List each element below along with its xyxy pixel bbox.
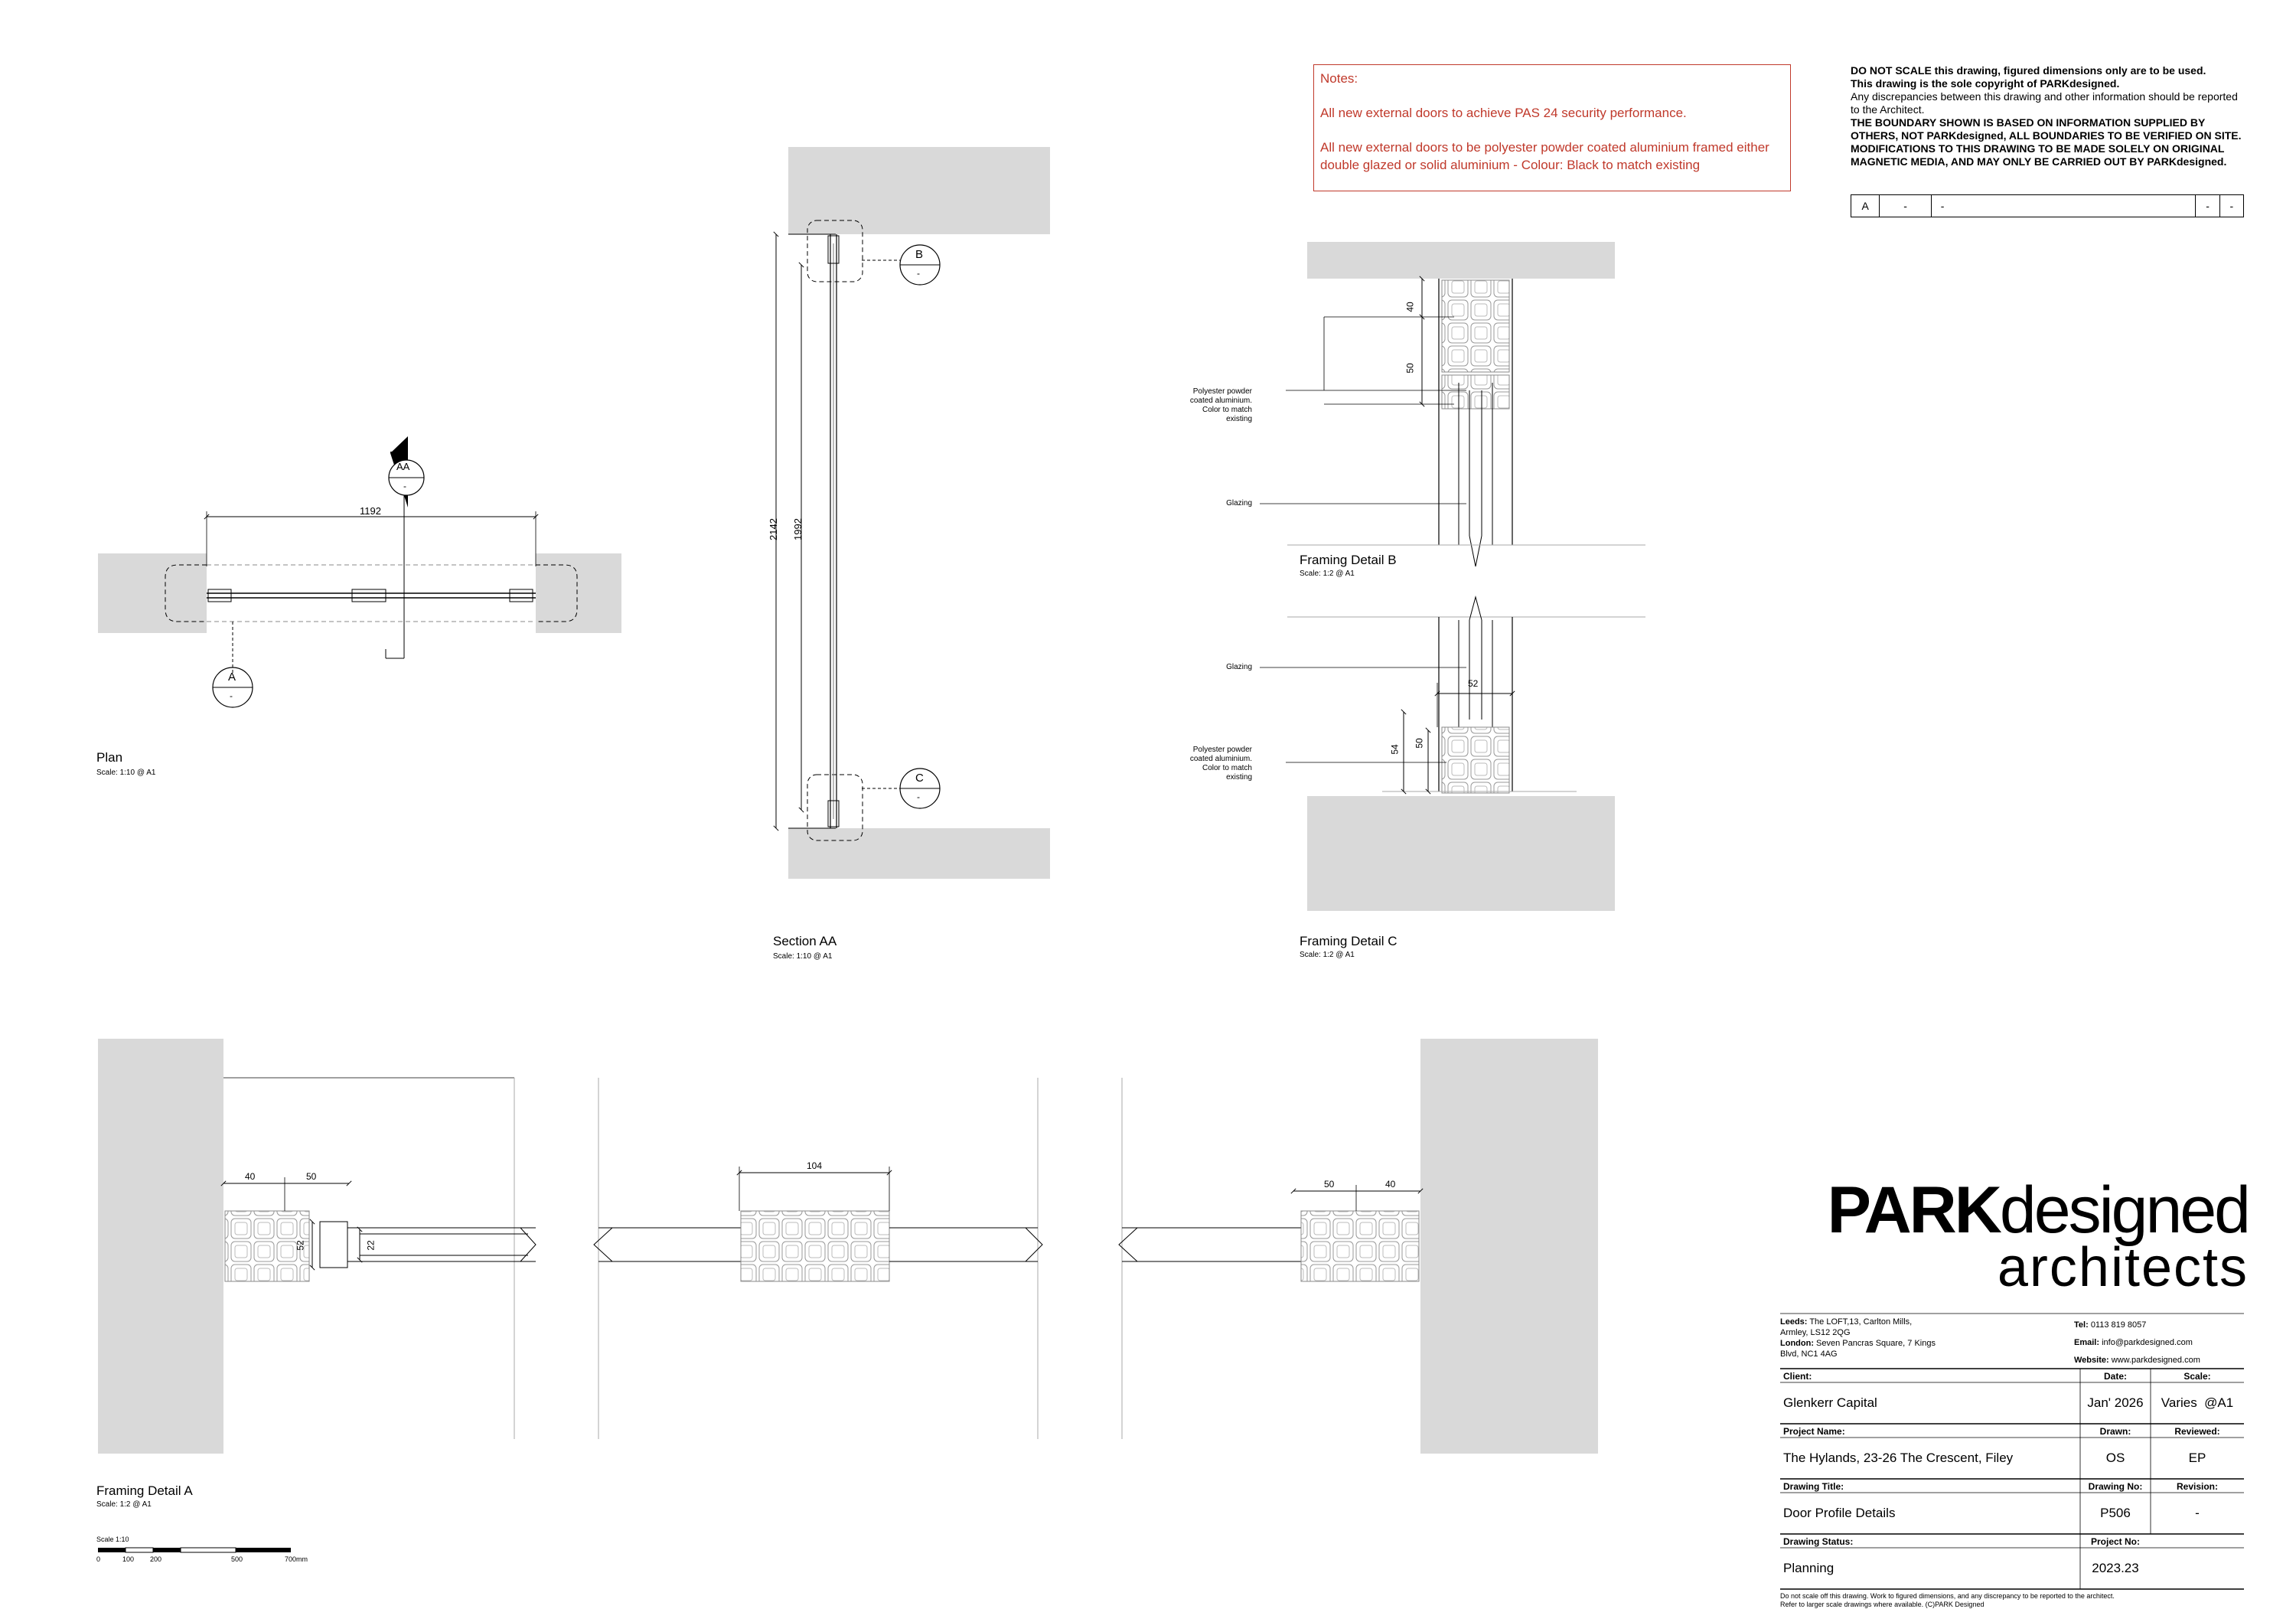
- plan-view: [98, 436, 621, 707]
- detail-c-floor: [1307, 796, 1615, 911]
- tb-status: Planning: [1783, 1561, 1835, 1575]
- detail-a-wall-right: [1420, 1039, 1598, 1454]
- tb-client-label: Client:: [1783, 1371, 1812, 1382]
- callout-b-top: B: [915, 248, 924, 261]
- detail-c-view: [1260, 597, 1645, 911]
- plan-scale: Scale: 1:10 @ A1: [96, 769, 156, 777]
- office-addresses: [1780, 1317, 1941, 1359]
- detail-b-note-line-3: Color to match: [1202, 406, 1252, 414]
- disclaimer-line-3: Any discrepancies between this drawing and other information should be reported to the Architect.: [1851, 90, 2238, 116]
- section-aa-view: [776, 147, 1050, 879]
- tb-status-label: Drawing Status:: [1783, 1536, 1854, 1547]
- section-dim-overall: 2142: [767, 518, 779, 540]
- scale-tick-700: 700mm: [285, 1555, 308, 1563]
- rev-cell-1: A: [1851, 195, 1880, 217]
- tb-date-label: Date:: [2103, 1371, 2127, 1382]
- detail-a-wall-left: [98, 1039, 223, 1454]
- plan-dim-width: 1192: [360, 505, 381, 517]
- section-head-wall: [788, 147, 1050, 234]
- brand-logo: [1774, 1173, 2249, 1298]
- tb-reviewed-label: Reviewed:: [2174, 1426, 2220, 1437]
- detail-b-note-line-4: existing: [1226, 415, 1252, 423]
- tb-scale: Varies @A1: [2161, 1395, 2234, 1410]
- detail-c-dim-54: 54: [1389, 744, 1401, 755]
- tb-drawing-no-label: Drawing No:: [2088, 1481, 2143, 1492]
- scale-tick-0: 0: [96, 1555, 101, 1563]
- brand-sub: architects: [1997, 1237, 2249, 1298]
- plan-title: Plan: [96, 750, 123, 765]
- detail-b-view: [1260, 242, 1645, 566]
- tb-title-label: Drawing Title:: [1783, 1481, 1844, 1492]
- callout-b-bottom: -: [917, 268, 920, 279]
- disclaimer-line-1: DO NOT SCALE this drawing, figured dimensions only are to be used.: [1851, 64, 2206, 77]
- detail-c-dim-50: 50: [1414, 738, 1425, 749]
- detail-a-dim-40: 40: [245, 1171, 256, 1182]
- tb-footer-line-1: Do not scale off this drawing. Work to figured dimensions, and any discrepancy to be reported to the architect.: [1780, 1592, 2115, 1600]
- tb-drawn-label: Drawn:: [2099, 1426, 2131, 1437]
- detail-c-note-line-4: existing: [1226, 773, 1252, 782]
- brand-name-light: designed: [1999, 1173, 2249, 1247]
- office-web-label: Website:: [2074, 1356, 2109, 1365]
- tb-drawn: OS: [2105, 1451, 2125, 1465]
- office-tel-label: Tel:: [2074, 1320, 2089, 1330]
- brand-name-bold: PARK: [1827, 1173, 2000, 1247]
- detail-b-note-line-1: Polyester powder: [1192, 387, 1252, 396]
- notes-line-2: All new external doors to be polyester powder coated aluminium framed either double glazed or solid aluminium - Colour: Black to match existing: [1320, 140, 1769, 172]
- detail-b-note-line-2: coated aluminium.: [1189, 397, 1252, 405]
- detail-b-head: [1307, 242, 1615, 279]
- tb-revision-label: Revision:: [2176, 1481, 2218, 1492]
- detail-b-dim-50: 50: [1404, 363, 1416, 374]
- tb-footer-line-2: Refer to larger scale drawings where available. (C)PARK Designed: [1780, 1601, 1985, 1608]
- rev-cell-3: -: [1931, 195, 2196, 217]
- callout-c-top: C: [915, 772, 924, 785]
- section-aa-title: Section AA: [773, 934, 837, 948]
- detail-a-dim-52: 52: [295, 1240, 306, 1251]
- detail-c-note-line-2: coated aluminium.: [1189, 755, 1252, 763]
- scale-tick-500: 500: [231, 1555, 243, 1563]
- detail-b-note-glazing: Glazing: [1226, 499, 1252, 507]
- detail-b-scale: Scale: 1:2 @ A1: [1300, 569, 1355, 578]
- tb-project-no: 2023.23: [2092, 1561, 2139, 1575]
- notes-line-1: All new external doors to achieve PAS 24 security performance.: [1320, 106, 1687, 120]
- plan-wall-right: [536, 553, 621, 633]
- tb-title: Door Profile Details: [1783, 1506, 1896, 1520]
- section-dim-leaf: 1992: [791, 518, 804, 540]
- office-web[interactable]: www.parkdesigned.com: [2111, 1356, 2200, 1365]
- detail-b-dim-40: 40: [1404, 302, 1416, 312]
- detail-b-title: Framing Detail B: [1300, 553, 1397, 567]
- detail-a-dim-r50: 50: [1324, 1179, 1335, 1190]
- rev-cell-4: -: [2196, 195, 2219, 217]
- detail-c-note-glazing: Glazing: [1226, 663, 1252, 671]
- scale-bar: [98, 1548, 291, 1552]
- detail-b-note-powder: [1148, 387, 1252, 424]
- scale-bar-label: Scale 1:10: [96, 1536, 129, 1543]
- rev-cell-5: -: [2219, 195, 2243, 217]
- scale-tick-100: 100: [122, 1555, 135, 1563]
- detail-c-scale: Scale: 1:2 @ A1: [1300, 951, 1355, 959]
- callout-c-bottom: -: [917, 791, 920, 802]
- callout-aa-bottom: -: [403, 481, 406, 491]
- tb-drawing-no: P506: [2100, 1506, 2131, 1520]
- detail-a-title: Framing Detail A: [96, 1483, 193, 1498]
- tb-footer: [1780, 1592, 2255, 1609]
- scale-tick-200: 200: [150, 1555, 162, 1563]
- office-london-label: London:: [1780, 1339, 1814, 1348]
- detail-a-scale: Scale: 1:2 @ A1: [96, 1500, 152, 1509]
- office-leeds: The LOFT,13, Carlton Mills, Armley, LS12 2QG: [1780, 1317, 1913, 1337]
- callout-a-bottom: -: [230, 690, 233, 701]
- section-floor: [788, 828, 1050, 879]
- detail-a-dim-50: 50: [306, 1171, 317, 1182]
- detail-c-note-powder: [1148, 746, 1252, 782]
- detail-a-view: [98, 1039, 1598, 1454]
- office-leeds-label: Leeds:: [1780, 1317, 1808, 1327]
- detail-a-dim-22: 22: [365, 1240, 377, 1251]
- detail-c-dim-52: 52: [1468, 678, 1479, 689]
- rev-cell-2: -: [1880, 195, 1932, 217]
- notes-title: Notes:: [1320, 71, 1358, 86]
- callout-aa-top: AA: [396, 461, 410, 472]
- office-contacts: [2074, 1317, 2244, 1369]
- tb-date: Jan' 2026: [2087, 1395, 2144, 1410]
- tb-scale-label: Scale:: [2183, 1371, 2211, 1382]
- tb-client: Glenkerr Capital: [1783, 1395, 1877, 1410]
- disclaimer-line-2: This drawing is the sole copyright of PARKdesigned.: [1851, 77, 2120, 90]
- tb-revision: -: [2195, 1506, 2200, 1520]
- office-london: Seven Pancras Square, 7 Kings Blvd, NC1 4AG: [1780, 1339, 1936, 1359]
- tb-project: The Hylands, 23-26 The Crescent, Filey: [1783, 1451, 2014, 1465]
- office-email-label: Email:: [2074, 1338, 2100, 1347]
- detail-a-dim-104: 104: [807, 1160, 823, 1171]
- tb-project-label: Project Name:: [1783, 1426, 1845, 1437]
- plan-wall-left: [98, 553, 207, 633]
- section-aa-scale: Scale: 1:10 @ A1: [773, 952, 833, 961]
- office-tel: 0113 819 8057: [2090, 1320, 2147, 1330]
- office-email[interactable]: info@parkdesigned.com: [2102, 1338, 2193, 1347]
- tb-reviewed: EP: [2188, 1451, 2206, 1465]
- detail-a-dim-r40: 40: [1385, 1179, 1396, 1190]
- tb-project-no-label: Project No:: [2090, 1536, 2140, 1547]
- callout-a-top: A: [228, 671, 236, 684]
- detail-c-note-line-3: Color to match: [1202, 764, 1252, 772]
- disclaimer-line-4: THE BOUNDARY SHOWN IS BASED ON INFORMATION SUPPLIED BY OTHERS, NOT PARKdesigned, ALL BOUNDARIES TO BE VERIFIED ON SITE. MODIFICATIONS TO THIS DRAWING TO BE MADE SOLELY ON ORIGINAL MAGNETIC MEDIA, AND MAY ONLY BE CARRIED OUT BY PARKdesigned.: [1851, 116, 2242, 168]
- detail-c-note-line-1: Polyester powder: [1192, 746, 1252, 754]
- detail-c-title: Framing Detail C: [1300, 934, 1397, 948]
